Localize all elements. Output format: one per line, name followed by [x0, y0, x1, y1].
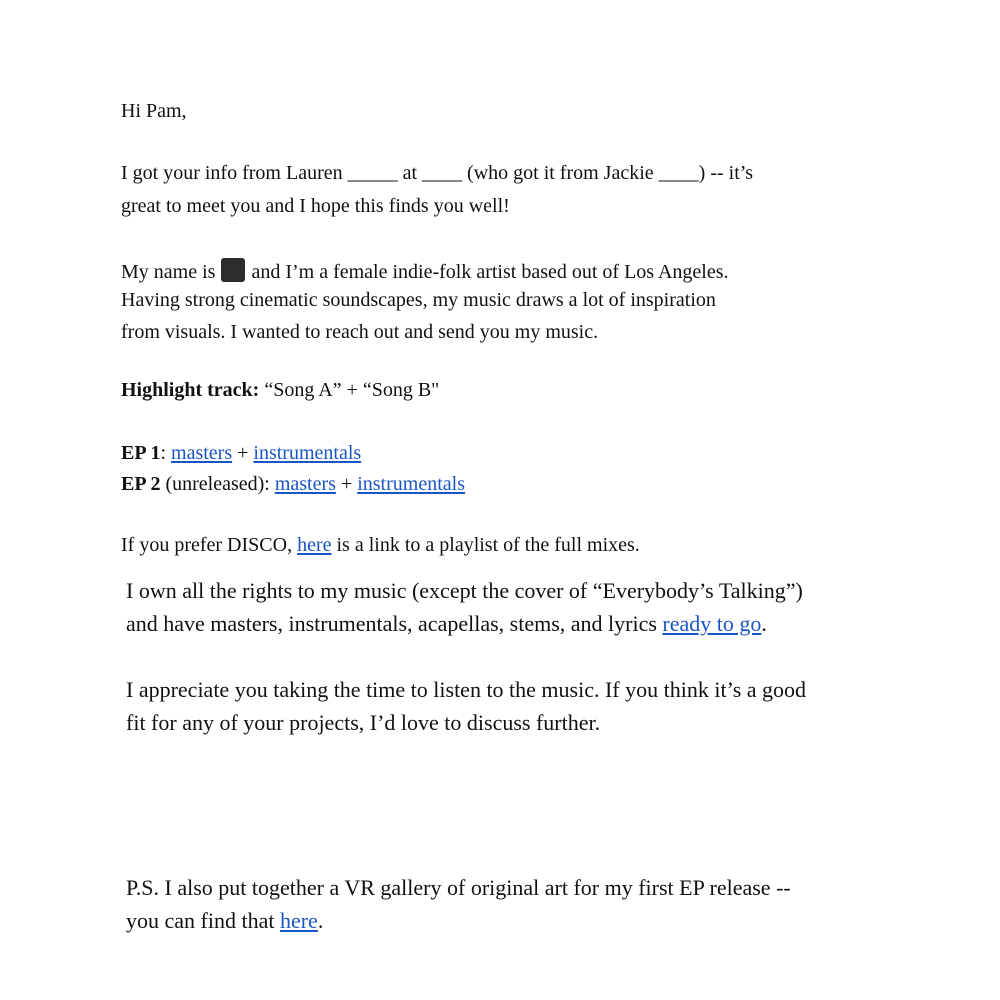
about-line-1-end: and I’m a female indie-folk artist based out of Los Angeles.: [251, 261, 729, 283]
ep1-masters-link[interactable]: masters: [171, 442, 233, 464]
intro-line-2: great to meet you and I hope this finds you well!: [121, 195, 510, 217]
vr-gallery-here-link[interactable]: here: [279, 908, 318, 933]
ep2-line: [121, 474, 465, 494]
about-line-1: [121, 258, 729, 282]
ep2-plus: +: [335, 473, 358, 495]
ep1-label: EP 1: [121, 442, 161, 464]
disco-here-link[interactable]: here: [297, 534, 332, 556]
ep1-instrumentals-link[interactable]: instrumentals: [253, 442, 362, 464]
disco-line: [121, 535, 640, 555]
rights-line-2: [126, 613, 767, 635]
rights-line-2-start: and have masters, instrumentals, acapellas, stems, and lyrics: [126, 611, 663, 636]
highlight-track-label: Highlight track:: [121, 379, 260, 401]
ep2-masters-link[interactable]: masters: [274, 473, 336, 495]
ps-line-1: P.S. I also put together a VR gallery of original art for my first EP release --: [126, 875, 791, 900]
disco-text-end: is a link to a playlist of the full mixes.: [331, 534, 640, 556]
ps-line-2-end: .: [317, 908, 324, 933]
ready-to-go-link[interactable]: ready to go: [662, 611, 762, 636]
about-line-1-start: My name is: [121, 261, 216, 283]
ep1-separator: :: [160, 442, 172, 464]
redacted-name-block: [221, 258, 245, 282]
ps-line-2-start: you can find that: [126, 908, 280, 933]
about-line-3: from visuals. I wanted to reach out and send you my music.: [121, 321, 599, 343]
appreciate-line-2: fit for any of your projects, I’d love to discuss further.: [126, 710, 601, 735]
ps-line-2: [126, 910, 323, 932]
appreciate-line-1: I appreciate you taking the time to listen to the music. If you think it’s a good: [126, 677, 807, 702]
ep2-note: (unreleased):: [160, 473, 275, 495]
highlight-track-line: [121, 380, 439, 400]
greeting: Hi Pam,: [121, 100, 187, 122]
about-line-2: Having strong cinematic soundscapes, my music draws a lot of inspiration: [121, 289, 716, 311]
highlight-track-songs: “Song A” + “Song B": [264, 379, 440, 401]
rights-line-2-end: .: [761, 611, 767, 636]
ep2-instrumentals-link[interactable]: instrumentals: [357, 473, 465, 495]
ep1-plus: +: [232, 442, 254, 464]
ep1-line: [121, 443, 361, 463]
intro-line-1: I got your info from Lauren _____ at ____ (who got it from Jackie ____) -- it’s: [121, 162, 754, 184]
rights-line-1: I own all the rights to my music (except the cover of “Everybody’s Talking”): [126, 578, 803, 603]
ep2-label: EP 2: [121, 473, 161, 495]
disco-text-start: If you prefer DISCO,: [121, 534, 298, 556]
